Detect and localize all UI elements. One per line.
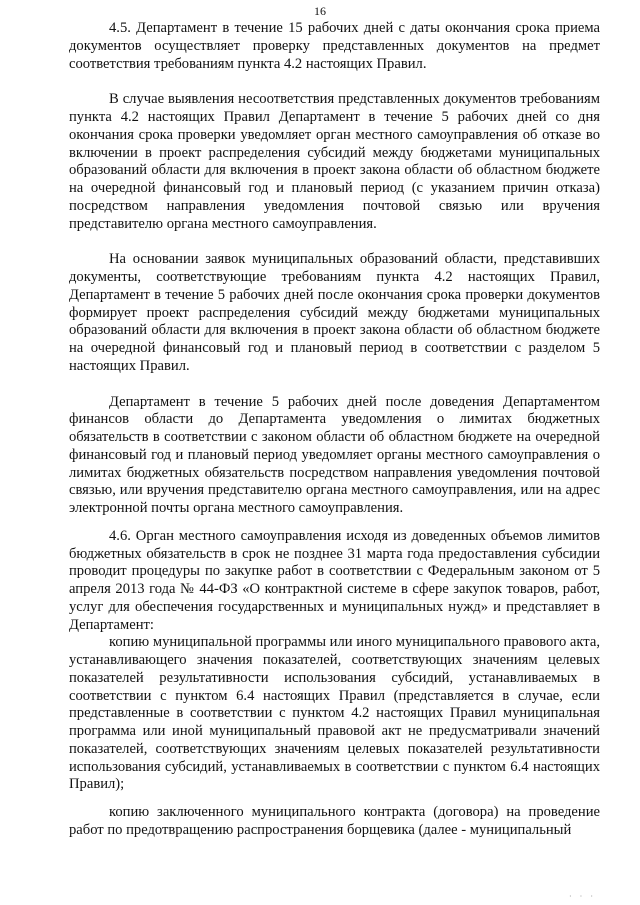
paragraph-4-6: 4.6. Орган местного самоуправления исходя из доведенных объемов лимитов бюджетных обязательств в срок не позднее 31 марта года предоставления субсидии проводит процедуры по закупке работ в соответствии с Федеральным законом от 5 апреля 2013 года № 44-ФЗ «О контрактной системе в сфере закупок товаров, работ, услуг для обеспечения государственных и муниципальных нужд» и представляет в Департамент: (69, 527, 600, 633)
list-item-program-copy: копию муниципальной программы или иного муниципального правового акта, устанавливающего значения показателей, соответствующих значениям целевых показателей результативности использования субсидий, устанавливаемых в соответствии с пунктом 6.4 настоящих Правил (представляется в случае, если представленные в соответствии с пунктом 4.2 настоящих Правил муниципальная программа или иной муниципальный правовой акт не предусматривали значений показателей, соответствующих значениям целевых показателей результативности использования субсидий, устанавливаемых в соответствии с пунктом 6.4 настоящих Правил); (69, 634, 600, 793)
page-number: 16 (314, 4, 326, 18)
paragraph-refusal-notice: В случае выявления несоответствия представленных документов требованиям пункта 4.2 настоящих Правил Департамент в течение 5 рабочих дней со дня окончания срока проверки уведомляет орган местного самоуправления об отказе во включении в проект распределения субсидий между бюджетами муниципальных образований области для включения в проект закона области об областном бюджете на очередной финансовый год и плановый период (с указанием причин отказа) посредством направления уведомления почтовой связью или вручения представителю органа местного самоуправления. (69, 91, 600, 232)
list-item-contract-copy: копию заключенного муниципального контракта (договора) на проведение работ по предотвращению распространения борщевика (далее - муниципальный (69, 804, 600, 838)
paragraph-distribution-draft: На основании заявок муниципальных образований области, представивших документы, соответствующие требованиям пункта 4.2 настоящих Правил, Департамент в течение 5 рабочих дней после окончания срока проверки документов формирует проект распределения субсидий между бюджетами муниципальных образований области для включения в проект закона области об областном бюджете на очередной финансовый год и плановый период в соответствии с разделом 5 настоящих Правил. (69, 251, 600, 374)
paragraph-limits-notice: Департамент в течение 5 рабочих дней после доведения Департаментом финансов области до Департамента уведомления о лимитах бюджетных обязательств в соответствии с законом области об областном бюджете на очередной финансовый год и плановый период уведомляет органы местного самоуправления о лимитах бюджетных обязательств посредством направления уведомления почтовой связью, или вручения представителю органа местного самоуправления, или на адрес электронной почты органа местного самоуправления. (69, 393, 600, 516)
paragraph-4-5: 4.5. Департамент в течение 15 рабочих дней с даты окончания срока приема документов осуществляет проверку представленных документов на предмет соответствия требованиям пункта 4.2 настоящих Правил. (69, 20, 600, 72)
document-body (69, 20, 600, 840)
scan-artifact: · · · (569, 892, 596, 901)
